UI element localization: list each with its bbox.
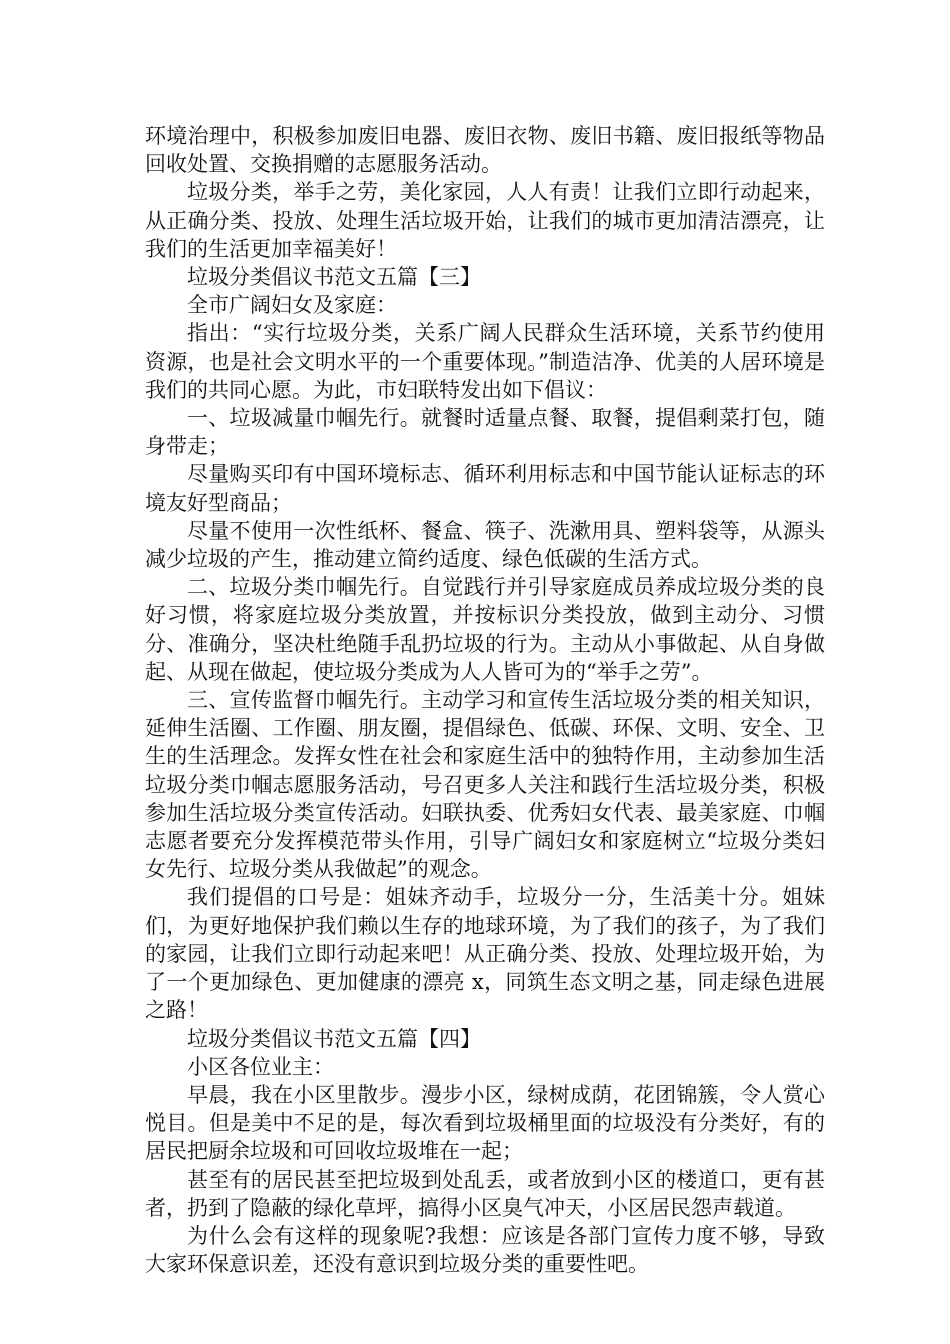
paragraph: 早晨，我在小区里散步。漫步小区，绿树成荫，花团锦簇，令人赏心悦目。但是美中不足的是，每次看到垃圾桶里面的垃圾没有分类好，有的居民把厨余垃圾和可回收垃圾堆在一起； xyxy=(145,1082,825,1164)
section-heading: 垃圾分类倡议书范文五篇【四】 xyxy=(187,1026,481,1051)
salutation: 全市广阔妇女及家庭： xyxy=(187,293,397,318)
section-heading: 垃圾分类倡议书范文五篇【三】 xyxy=(187,265,481,290)
paragraph: 甚至有的居民甚至把垃圾到处乱丢，或者放到小区的楼道口，更有甚者，扔到了隐蔽的绿化草坪，搞得小区臭气冲天，小区居民怨声载道。 xyxy=(145,1167,825,1220)
paragraph: 三、宣传监督巾帼先行。主动学习和宣传生活垃圾分类的相关知识，延伸生活圈、工作圈、朋友圈，提倡绿色、低碳、环保、文明、安全、卫生的生活理念。发挥女性在社会和家庭生活中的独特作用，主动参加生活垃圾分类巾帼志愿服务活动，号召更多人关注和践行生活垃圾分类，积极参加生活垃圾分类宣传活动。妇联执委、优秀妇女代表、最美家庭、巾帼志愿者要充分发挥模范带头作用，引导广阔妇女和家庭树立“垃圾分类妇女先行、垃圾分类从我做起”的观念。 xyxy=(145,688,825,882)
paragraph: 一、垃圾减量巾帼先行。就餐时适量点餐、取餐，提倡剩菜打包，随身带走； xyxy=(145,406,825,459)
paragraph: 我们提倡的口号是：姐妹齐动手，垃圾分一分，生活美十分。姐妹们，为更好地保护我们赖以生存的地球环境，为了我们的孩子，为了我们的家园，让我们立即行动起来吧！从正确分类、投放、处理垃圾开始，为了一个更加绿色、更加健康的漂亮 x，同筑生态文明之基，同走绿色进展之路！ xyxy=(145,885,825,1023)
paragraph: 尽量不使用一次性纸杯、餐盒、筷子、洗漱用具、塑料袋等，从源头减少垃圾的产生，推动建立简约适度、绿色低碳的生活方式。 xyxy=(145,518,825,572)
paragraph: 指出：“实行垃圾分类，关系广阔人民群众生活环境，关系节约使用资源，也是社会文明水平的一个重要体现。”制造洁净、优美的人居环境是我们的共同心愿。为此，市妇联特发出如下倡议： xyxy=(145,321,825,402)
paragraph: 尽量购买印有中国环境标志、循环利用标志和中国节能认证标志的环境友好型商品； xyxy=(145,462,825,515)
salutation: 小区各位业主： xyxy=(187,1054,334,1079)
paragraph: 为什么会有这样的现象呢?我想：应该是各部门宣传力度不够，导致大家环保意识差，还没有意识到垃圾分类的重要性吧。 xyxy=(145,1223,825,1277)
paragraph: 环境治理中，积极参加废旧电器、废旧衣物、废旧书籍、废旧报纸等物品回收处置、交换捐赠的志愿服务活动。 xyxy=(145,124,825,177)
paragraph: 垃圾分类，举手之劳，美化家园，人人有责！让我们立即行动起来，从正确分类、投放、处理生活垃圾开始，让我们的城市更加清洁漂亮，让我们的生活更加幸福美好！ xyxy=(145,180,825,261)
paragraph: 二、垃圾分类巾帼先行。自觉践行并引导家庭成员养成垃圾分类的良好习惯，将家庭垃圾分类放置，并按标识分类投放，做到主动分、习惯分、准确分，坚决杜绝随手乱扔垃圾的行为。主动从小事做起、从自身做起、从现在做起，使垃圾分类成为人人皆可为的“举手之劳”。 xyxy=(145,575,825,684)
document-body xyxy=(145,122,825,1278)
